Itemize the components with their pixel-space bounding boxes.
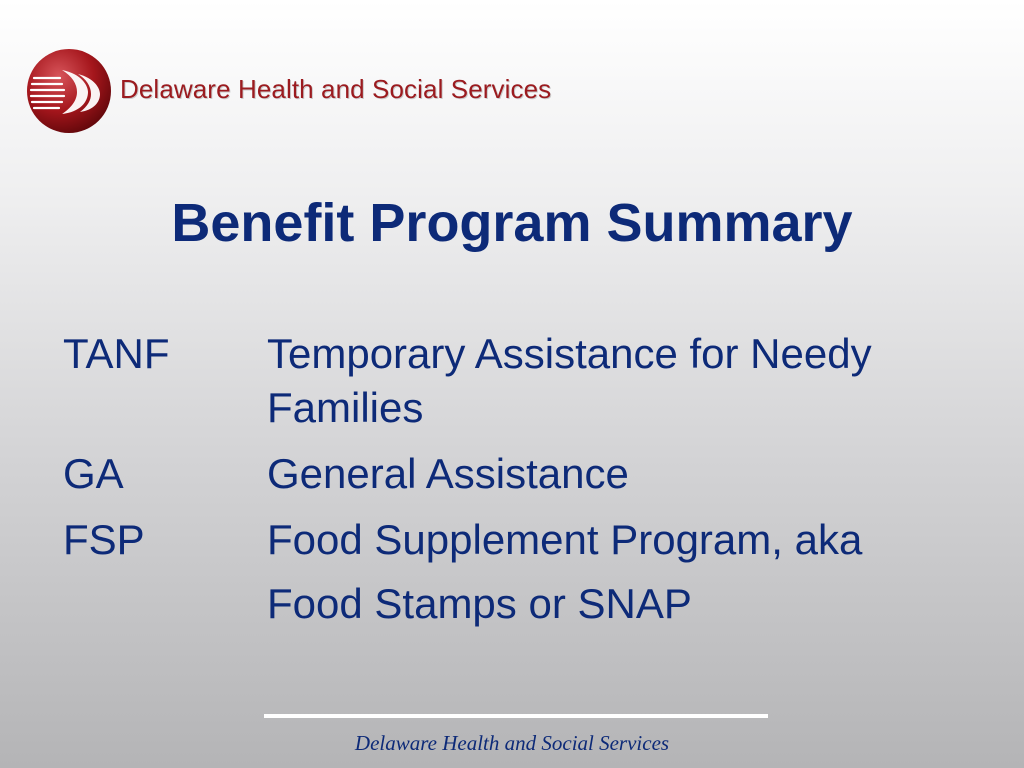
program-description xyxy=(267,327,983,435)
program-description xyxy=(267,513,983,631)
description-line: General Assistance xyxy=(267,450,629,497)
program-abbreviation: GA xyxy=(63,450,124,497)
program-abbreviation: TANF xyxy=(63,330,170,377)
description-line: Temporary Assistance for Needy xyxy=(267,330,872,377)
header xyxy=(26,48,551,134)
program-row-ga xyxy=(63,447,983,501)
description-line: Food Supplement Program, aka xyxy=(267,516,863,563)
program-list xyxy=(63,327,983,643)
program-description xyxy=(267,447,983,501)
description-line: Food Stamps or SNAP xyxy=(267,580,692,627)
program-row-tanf xyxy=(63,327,983,435)
description-line: Families xyxy=(267,384,424,431)
program-row-fsp xyxy=(63,513,983,631)
program-abbreviation: FSP xyxy=(63,516,145,563)
organization-name: Delaware Health and Social Services xyxy=(120,74,552,104)
footer-text: Delaware Health and Social Services xyxy=(354,731,670,755)
footer-divider xyxy=(264,714,768,718)
slide-title: Benefit Program Summary xyxy=(171,193,853,253)
dhss-logo xyxy=(26,48,112,134)
